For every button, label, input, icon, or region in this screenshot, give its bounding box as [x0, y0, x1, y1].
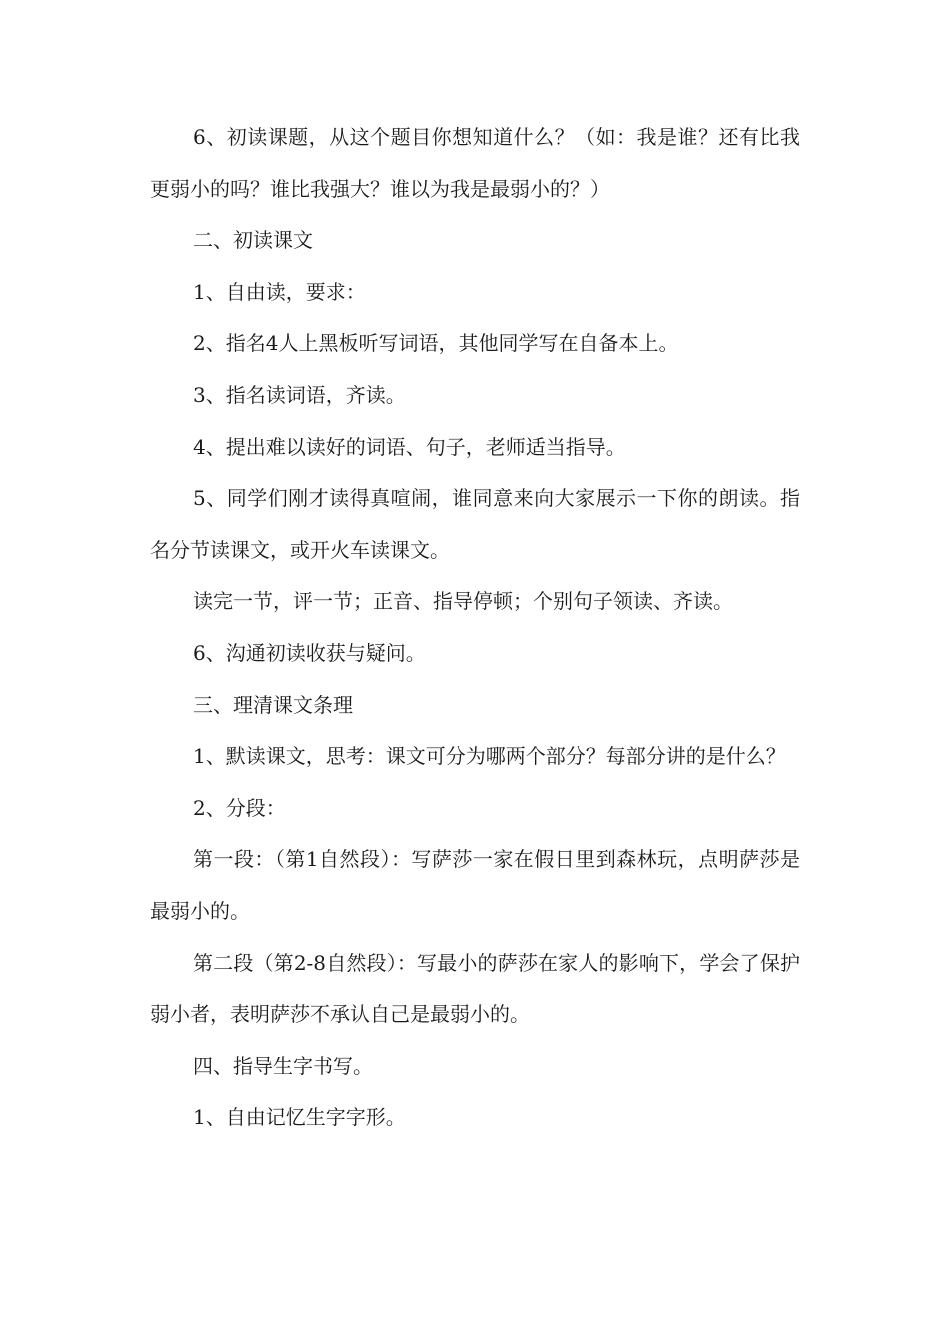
paragraph: 1、自由记忆生字字形。	[193, 1105, 406, 1130]
paragraph: 2、分段：	[193, 795, 286, 820]
paragraph: 1、自由读，要求：	[193, 279, 366, 304]
paragraph: 6、沟通初读收获与疑问。	[193, 640, 426, 665]
paragraph: 5、同学们刚才读得真喧闹，谁同意来向大家展示一下你的朗读。指名分节读课文，或开火车读课文。	[150, 486, 800, 562]
section-heading: 二、初读课文	[193, 228, 313, 253]
paragraph: 第一段：（第1自然段）：写萨莎一家在假日里到森林玩，点明萨莎是最弱小的。	[150, 847, 800, 923]
paragraph: 3、指名读词语，齐读。	[193, 382, 406, 407]
section-heading: 四、指导生字书写。	[193, 1053, 373, 1078]
paragraph: 6、初读课题，从这个题目你想知道什么？（如：我是谁？还有比我更弱小的吗？谁比我强大？谁以为我是最弱小的？）	[150, 125, 800, 201]
paragraph: 2、指名4人上黑板听写词语，其他同学写在自备本上。	[193, 331, 679, 356]
paragraph: 1、默读课文，思考：课文可分为哪两个部分？每部分讲的是什么？	[193, 744, 786, 769]
paragraph: 第二段（第2-8自然段）：写最小的萨莎在家人的影响下，学会了保护弱小者，表明萨莎不承认自己是最弱小的。	[150, 950, 800, 1027]
paragraph: 读完一节，评一节；正音、指导停顿；个别句子领读、齐读。	[193, 589, 733, 614]
paragraph: 4、提出难以读好的词语、句子，老师适当指导。	[193, 434, 626, 459]
section-heading: 三、理清课文条理	[193, 692, 353, 717]
document-body	[150, 112, 800, 1144]
